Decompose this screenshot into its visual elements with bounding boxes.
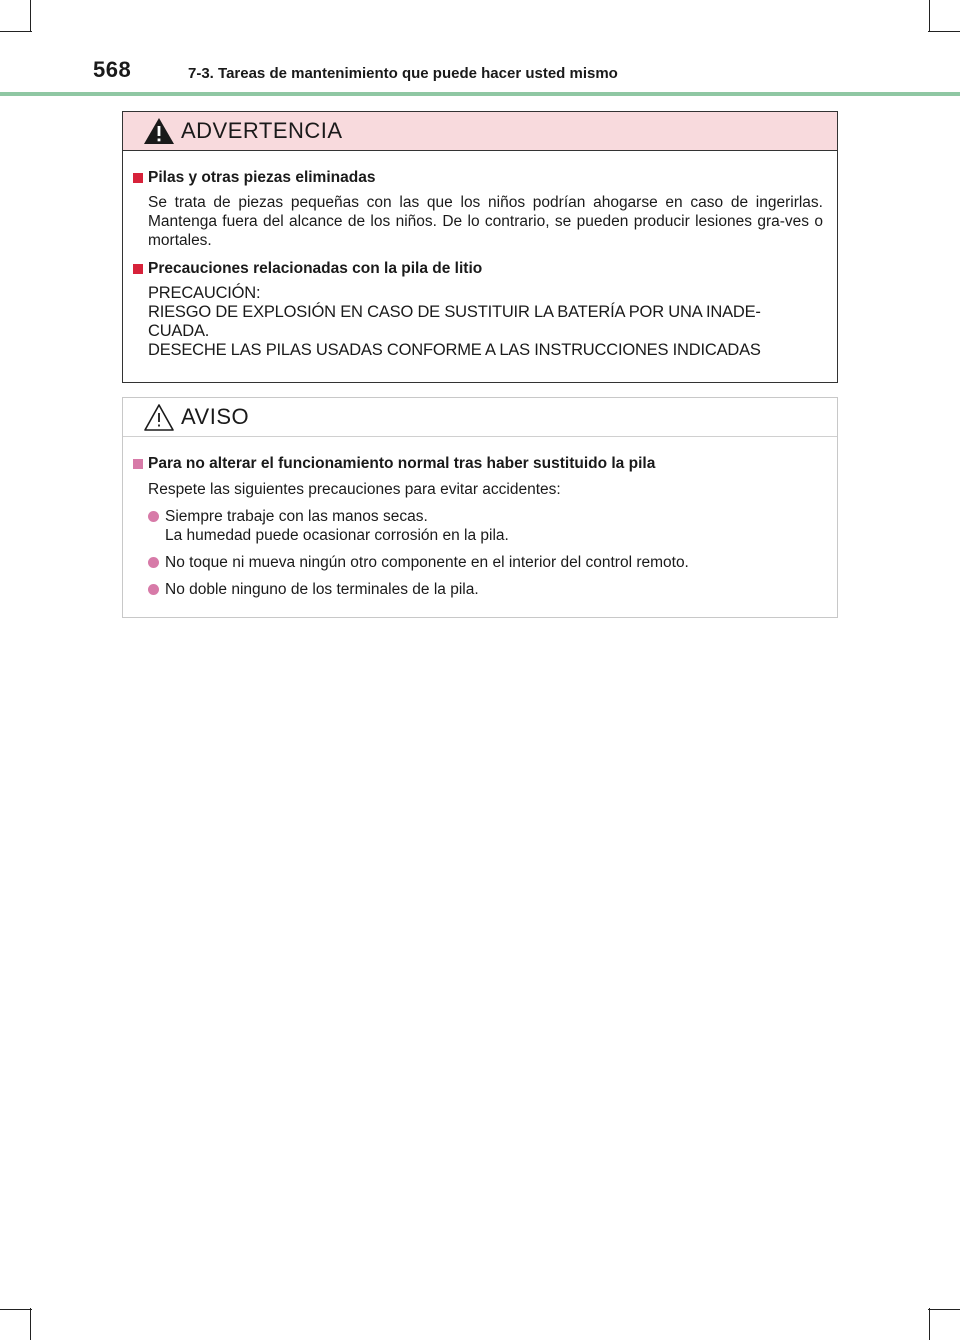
bullet-dot-icon <box>148 557 159 568</box>
warning-outline-icon <box>143 402 175 432</box>
advertencia-box <box>122 111 838 383</box>
crop-mark <box>929 1308 930 1340</box>
bullet-item <box>148 507 823 545</box>
page-number: 568 <box>93 57 132 82</box>
crop-mark <box>929 0 930 32</box>
aviso-body <box>123 437 837 599</box>
bullet-dot-icon <box>148 511 159 522</box>
crop-mark <box>0 1309 32 1310</box>
item-text: Respete las siguientes precauciones para evitar accidentes: <box>148 481 561 498</box>
bullet-line: Siempre trabaje con las manos secas. <box>165 508 428 525</box>
warning-filled-icon <box>143 116 175 146</box>
item-text: Se trata de piezas pequeñas con las que los niños podrían ahogarse en caso de ingerirlas. Mantenga fuera del alcance de los niños. De lo contrario, se pueden producir lesiones gra-ves o mortales. <box>148 194 823 249</box>
item-title: Para no alterar el funcionamiento normal tras haber sustituido la pila <box>148 455 656 472</box>
crop-mark <box>30 0 31 32</box>
crop-mark <box>30 1308 31 1340</box>
aviso-box <box>122 397 838 618</box>
bullet-line: No toque ni mueva ningún otro componente en el interior del control remoto. <box>165 554 689 571</box>
crop-mark <box>0 31 32 32</box>
advertencia-header <box>123 112 837 151</box>
bullet-text <box>165 507 509 545</box>
crop-mark <box>928 31 960 32</box>
advertencia-item <box>133 169 823 250</box>
aviso-header <box>123 398 837 437</box>
item-title-row <box>133 455 823 473</box>
text-line: DESECHE LAS PILAS USADAS CONFORME A LAS INSTRUCCIONES INDICADAS <box>148 341 761 359</box>
item-title-row <box>133 260 823 278</box>
aviso-title: AVISO <box>181 404 250 429</box>
item-text <box>148 284 823 360</box>
text-line: RIESGO DE EXPLOSIÓN EN CASO DE SUSTITUIR LA BATERÍA POR UNA INADE- <box>148 303 761 321</box>
text-line: PRECAUCIÓN: <box>148 284 261 302</box>
item-title-row <box>133 169 823 187</box>
bullet-line: La humedad puede ocasionar corrosión en la pila. <box>165 527 509 544</box>
bullet-item <box>148 580 823 599</box>
square-marker-icon <box>133 264 143 274</box>
advertencia-item <box>133 260 823 360</box>
header-rule <box>0 92 960 96</box>
crop-mark <box>928 1309 960 1310</box>
text-line: CUADA. <box>148 322 210 340</box>
bullet-line: No doble ninguno de los terminales de la pila. <box>165 581 479 598</box>
bullet-dot-icon <box>148 584 159 595</box>
square-marker-icon <box>133 459 143 469</box>
square-marker-icon <box>133 173 143 183</box>
item-title: Precauciones relacionadas con la pila de litio <box>148 260 483 277</box>
advertencia-title: ADVERTENCIA <box>181 118 343 143</box>
advertencia-body <box>123 151 837 360</box>
item-title: Pilas y otras piezas eliminadas <box>148 169 376 186</box>
bullet-item <box>148 553 823 572</box>
section-title: 7-3. Tareas de mantenimiento que puede hacer usted mismo <box>188 65 618 82</box>
